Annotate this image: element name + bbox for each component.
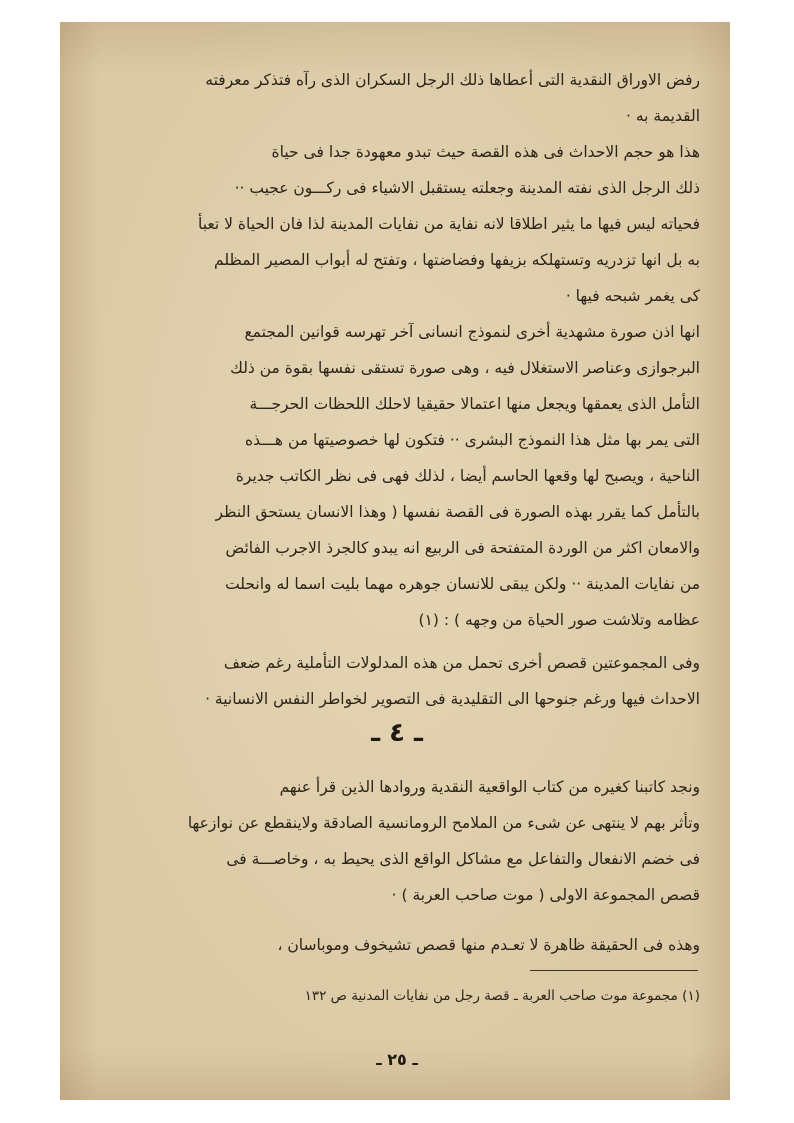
text-line: به بل انها تزدريه وتستهلكه بزيفها وفضاضتها ، وتفتح له أبواب المصير المظلم bbox=[214, 251, 700, 269]
text-line: عظامه وتلاشت صور الحياة من وجهه ) : (١) bbox=[418, 611, 700, 629]
text-line: بالتأمل كما يقرر بهذه الصورة فى القصة نفسها ( وهذا الانسان يستحق النظر bbox=[215, 503, 700, 521]
text-line: انها اذن صورة مشهدية أخرى لنموذج انسانى آخر تهرسه قوانين المجتمع bbox=[244, 323, 700, 341]
text-line: التى يمر بها مثل هذا النموذج البشرى ·· فتكون لها خصوصيتها من هـــذه bbox=[245, 431, 700, 449]
text-line: ونجد كاتبنا كغيره من كتاب الواقعية النقدية وروادها الذين قرأ عنهم bbox=[279, 778, 700, 796]
paragraph-6 bbox=[82, 927, 700, 963]
paragraph-2 bbox=[82, 134, 700, 314]
text-line: رفض الاوراق النقدية التى أعطاها ذلك الرجل السكران الذى رآه فتذكر معرفته bbox=[205, 71, 700, 89]
text-line: فى خضم الانفعال والتفاعل مع مشاكل الواقع الذى يحيط به ، وخاصـــة فى bbox=[226, 850, 700, 868]
footnote: (١) مجموعة موت صاحب العربة ـ قصة رجل من نفايات المدنية ص ١٣٢ bbox=[304, 988, 700, 1004]
paragraph-5 bbox=[82, 769, 700, 913]
text-line: كى يغمر شبحه فيها · bbox=[565, 287, 700, 305]
text-line: والامعان اكثر من الوردة المتفتحة فى الربيع انه يبدو كالجرذ الاجرب الفائض bbox=[225, 539, 700, 557]
text-line: البرجوازى وعناصر الاستغلال فيه ، وهى صورة تستقى نفسها بقوة من ذلك bbox=[230, 359, 700, 377]
paragraph-1 bbox=[82, 62, 700, 134]
page-number: ـ ٢٥ ـ bbox=[376, 1050, 418, 1069]
text-line: التأمل الذى يعمقها ويجعل منها اعتمالا حقيقيا لاحلك اللحظات الحرجـــة bbox=[249, 395, 700, 413]
paragraph-3 bbox=[82, 314, 700, 638]
text-line: من نفايات المدينة ·· ولكن يبقى للانسان جوهره مهما بليت اسما له وانحلت bbox=[225, 575, 700, 593]
text-line: الناحية ، ويصبح لها وقعها الحاسم أيضا ، لذلك فهى فى نظر الكاتب جديرة bbox=[235, 467, 700, 485]
text-line: ذلك الرجل الذى نفته المدينة وجعلته يستقبل الاشياء فى ركـــون عجيب ·· bbox=[234, 179, 700, 197]
text-line: الاحداث فيها ورغم جنوحها الى التقليدية فى التصوير لخواطر النفس الانسانية · bbox=[205, 690, 700, 708]
text-line: قصص المجموعة الاولى ( موت صاحب العربة ) · bbox=[391, 886, 700, 904]
text-line: فحياته ليس فيها ما يثير اطلاقا لانه نفاية من نفايات المدينة لذا فان الحياة لا تعبأ bbox=[198, 215, 700, 233]
paragraph-4 bbox=[82, 645, 700, 717]
text-line: هذا هو حجم الاحداث فى هذه القصة حيث تبدو معهودة جدا فى حياة bbox=[271, 143, 700, 161]
text-line: وفى المجموعتين قصص أخرى تحمل من هذه المدلولات التأملية رغم ضعف bbox=[223, 654, 700, 672]
section-number: ـ ٤ ـ bbox=[371, 718, 423, 748]
text-line: وهذه فى الحقيقة ظاهرة لا تعـدم منها قصص تشيخوف وموباسان ، bbox=[277, 936, 700, 954]
footnote-divider bbox=[530, 970, 698, 971]
text-line: وتأثر بهم لا ينتهى عن شىء من الملامح الرومانسية الصادقة ولاينقطع عن نوازعها bbox=[187, 814, 700, 832]
text-line: القديمة به · bbox=[626, 107, 700, 125]
